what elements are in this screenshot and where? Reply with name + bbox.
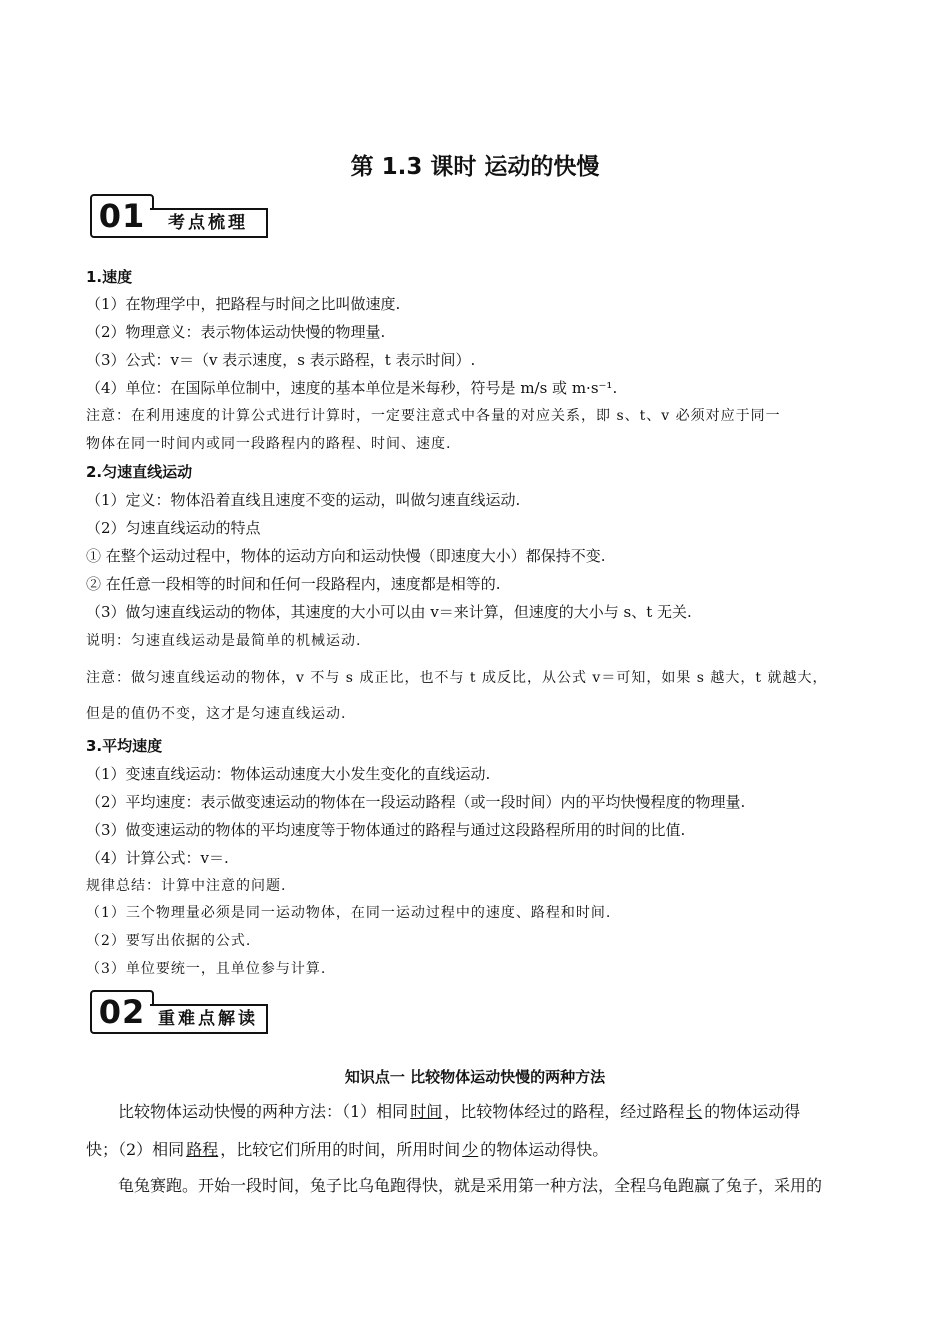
paragraph: 龟兔赛跑。开始一段时间，兔子比乌龟跑得快，就是采用第一种方法，全程乌龟跑赢了兔子，采用的 <box>118 1176 823 1195</box>
text-line: （4）单位：在国际单位制中，速度的基本单位是米每秒，符号是 m/s 或 m·s⁻¹. <box>86 379 618 397</box>
text-line: （3）做变速运动的物体的平均速度等于物体通过的路程与通过这段路程所用的时间的比值. <box>86 821 686 839</box>
paragraph: 快；（2）相同 路程 ，比较它们所用的时间，所用时间 少 的物体运动得快。 <box>86 1140 609 1159</box>
text-line: （3）公式：v＝（v 表示速度，s 表示路程，t 表示时间）. <box>86 351 476 369</box>
text-line: （2）匀速直线运动的特点 <box>86 519 261 537</box>
note-line: （2）要写出依据的公式. <box>86 933 252 949</box>
note-line: 注意：做匀速直线运动的物体，v 不与 s 成正比，也不与 t 成反比，从公式 v＝可知，如果 s 越大，t 就越大， <box>86 670 828 686</box>
text-line: （1）定义：物体沿着直线且速度不变的运动，叫做匀速直线运动. <box>86 491 521 509</box>
note-line: 但是的值仍不变，这才是匀速直线运动. <box>86 706 347 722</box>
fill-blank: 少 <box>462 1140 479 1159</box>
text-line: （2）物理意义：表示物体运动快慢的物理量. <box>86 323 386 341</box>
note-line: 物体在同一时间内或同一段路程内的路程、时间、速度. <box>86 436 452 452</box>
note-line: 注意：在利用速度的计算公式进行计算时，一定要注意式中各量的对应关系，即 s、t、v 必须对应于同一 <box>86 408 781 424</box>
badge-label: 考点梳理 <box>150 208 268 238</box>
fill-blank: 路程 <box>186 1140 219 1159</box>
note-line: 规律总结：计算中注意的问题. <box>86 878 287 894</box>
text-line: （2）平均速度：表示做变速运动的物体在一段运动路程（或一段时间）内的平均快慢程度的物理量. <box>86 793 746 811</box>
heading-average-speed: 3.平均速度 <box>86 737 163 755</box>
badge-number: 01 <box>90 194 154 238</box>
text-line: ② 在任意一段相等的时间和任何一段路程内，速度都是相等的. <box>86 575 501 593</box>
note-line: 说明：匀速直线运动是最简单的机械运动. <box>86 633 362 649</box>
note-line: （1）三个物理量必须是同一运动物体，在同一运动过程中的速度、路程和时间. <box>86 905 612 921</box>
text-line: （1）变速直线运动：物体运动速度大小发生变化的直线运动. <box>86 765 491 783</box>
paragraph: 比较物体运动快慢的两种方法：（1）相同 时间 ，比较物体经过的路程，经过路程 长 的物体运动得 <box>118 1102 801 1121</box>
text-line: ① 在整个运动过程中，物体的运动方向和运动快慢（即速度大小）都保持不变. <box>86 547 606 565</box>
knowledge-point-heading: 知识点一 比较物体运动快慢的两种方法 <box>344 1068 606 1086</box>
heading-uniform-motion: 2.匀速直线运动 <box>86 463 193 481</box>
fill-blank: 长 <box>686 1102 703 1121</box>
text-line: （1）在物理学中，把路程与时间之比叫做速度. <box>86 295 401 313</box>
text-line: （3）做匀速直线运动的物体，其速度的大小可以由 v＝来计算，但速度的大小与 s、t 无关. <box>86 603 692 621</box>
heading-speed: 1.速度 <box>86 268 133 286</box>
note-line: （3）单位要统一，且单位参与计算. <box>86 961 327 977</box>
badge-number: 02 <box>90 990 154 1034</box>
badge-label: 重难点解读 <box>150 1004 268 1034</box>
fill-blank: 时间 <box>410 1102 443 1121</box>
page-title: 第 1.3 课时 运动的快慢 <box>350 154 600 180</box>
text-line: （4）计算公式：v＝. <box>86 849 229 867</box>
